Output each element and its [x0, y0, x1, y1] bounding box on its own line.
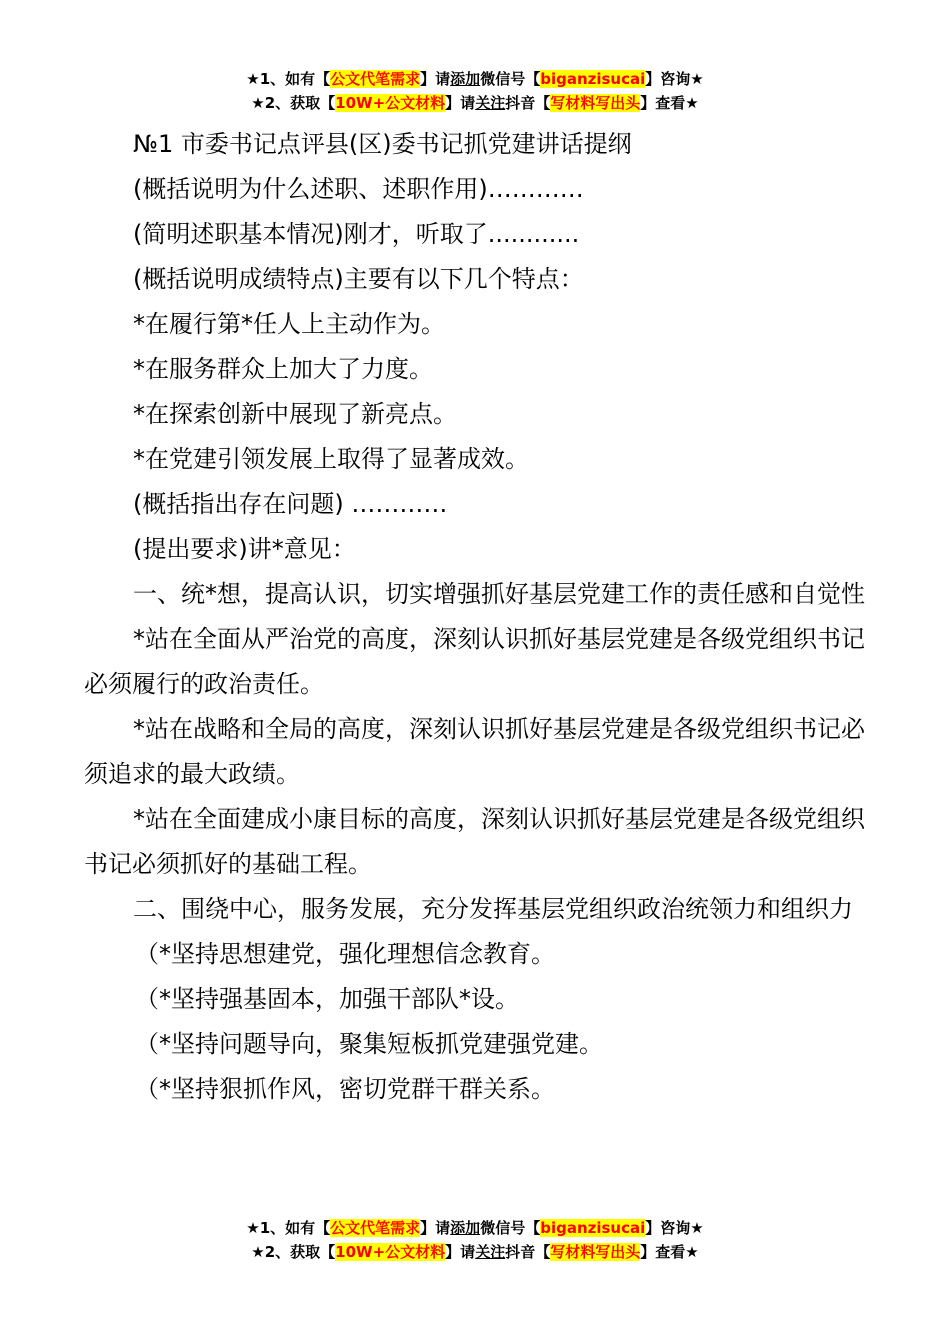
highlight-service: 公文代笔需求: [330, 1219, 421, 1237]
paragraph: *在党建引领发展上取得了显著成效。: [133, 445, 529, 473]
paragraph: （*坚持问题导向，聚集短板抓党建强党建。: [135, 1030, 603, 1058]
promo-line-2: ★2、获取【10W+公文材料】请关注抖音【写材料写出头】查看★: [251, 1243, 699, 1261]
promo-banner-top: [0, 67, 950, 115]
star-icon: ★: [246, 70, 260, 88]
promo-line-1: ★1、如有【公文代笔需求】请添加微信号【biganzisucai】咨询★: [246, 1219, 704, 1237]
paragraph: *站在全面建成小康目标的高度，深刻认识抓好基层党建是各级党组织书记必须抓好的基础工程。: [84, 805, 865, 878]
highlight-wechat-id: biganzisucai: [540, 1219, 646, 1237]
paragraph: (提出要求)讲*意见：: [133, 535, 356, 563]
paragraph: （*坚持思想建党，强化理想信念教育。: [135, 940, 555, 968]
highlight-materials: 10W+公文材料: [335, 94, 446, 112]
section-heading: 二、围绕中心，服务发展，充分发挥基层党组织政治统领力和组织力: [133, 895, 853, 923]
paragraph: *在履行第*任人上主动作为。: [133, 310, 445, 338]
paragraph: *站在全面从严治党的高度，深刻认识抓好基层党建是各级党组织书记必须履行的政治责任。: [84, 625, 865, 698]
paragraph: （*坚持狠抓作风，密切党群干群关系。: [135, 1075, 555, 1103]
highlight-materials: 10W+公文材料: [335, 1243, 446, 1261]
highlight-douyin: 写材料写出头: [550, 94, 641, 112]
star-icon: ★: [690, 1219, 704, 1237]
star-icon: ★: [246, 1219, 260, 1237]
star-icon: ★: [251, 94, 265, 112]
star-icon: ★: [251, 1243, 265, 1261]
highlight-douyin: 写材料写出头: [550, 1243, 641, 1261]
paragraph: (概括指出存在问题) …………: [133, 490, 448, 518]
paragraph: *站在战略和全局的高度，深刻认识抓好基层党建是各级党组织书记必须追求的最大政绩。: [84, 715, 865, 788]
promo-banner-bottom: [0, 1216, 950, 1264]
paragraph: *在探索创新中展现了新亮点。: [133, 400, 457, 428]
star-icon: ★: [690, 70, 704, 88]
promo-line-1: ★1、如有【公文代笔需求】请添加微信号【biganzisucai】咨询★: [246, 70, 704, 88]
promo-line-2: ★2、获取【10W+公文材料】请关注抖音【写材料写出头】查看★: [251, 94, 699, 112]
star-icon: ★: [685, 1243, 699, 1261]
document-body: [84, 122, 884, 1112]
document-title: №1 市委书记点评县(区)委书记抓党建讲话提纲: [133, 130, 632, 158]
section-heading: 一、统*想，提高认识，切实增强抓好基层党建工作的责任感和自觉性: [133, 580, 865, 608]
paragraph: *在服务群众上加大了力度。: [133, 355, 433, 383]
paragraph: (简明述职基本情况)刚才，听取了............: [133, 220, 580, 248]
highlight-service: 公文代笔需求: [330, 70, 421, 88]
paragraph: (概括说明为什么述职、述职作用)…………: [133, 175, 584, 203]
highlight-wechat-id: biganzisucai: [540, 70, 646, 88]
paragraph: (概括说明成绩特点)主要有以下几个特点：: [133, 265, 584, 293]
paragraph: （*坚持强基固本，加强干部队*设。: [135, 985, 519, 1013]
star-icon: ★: [685, 94, 699, 112]
